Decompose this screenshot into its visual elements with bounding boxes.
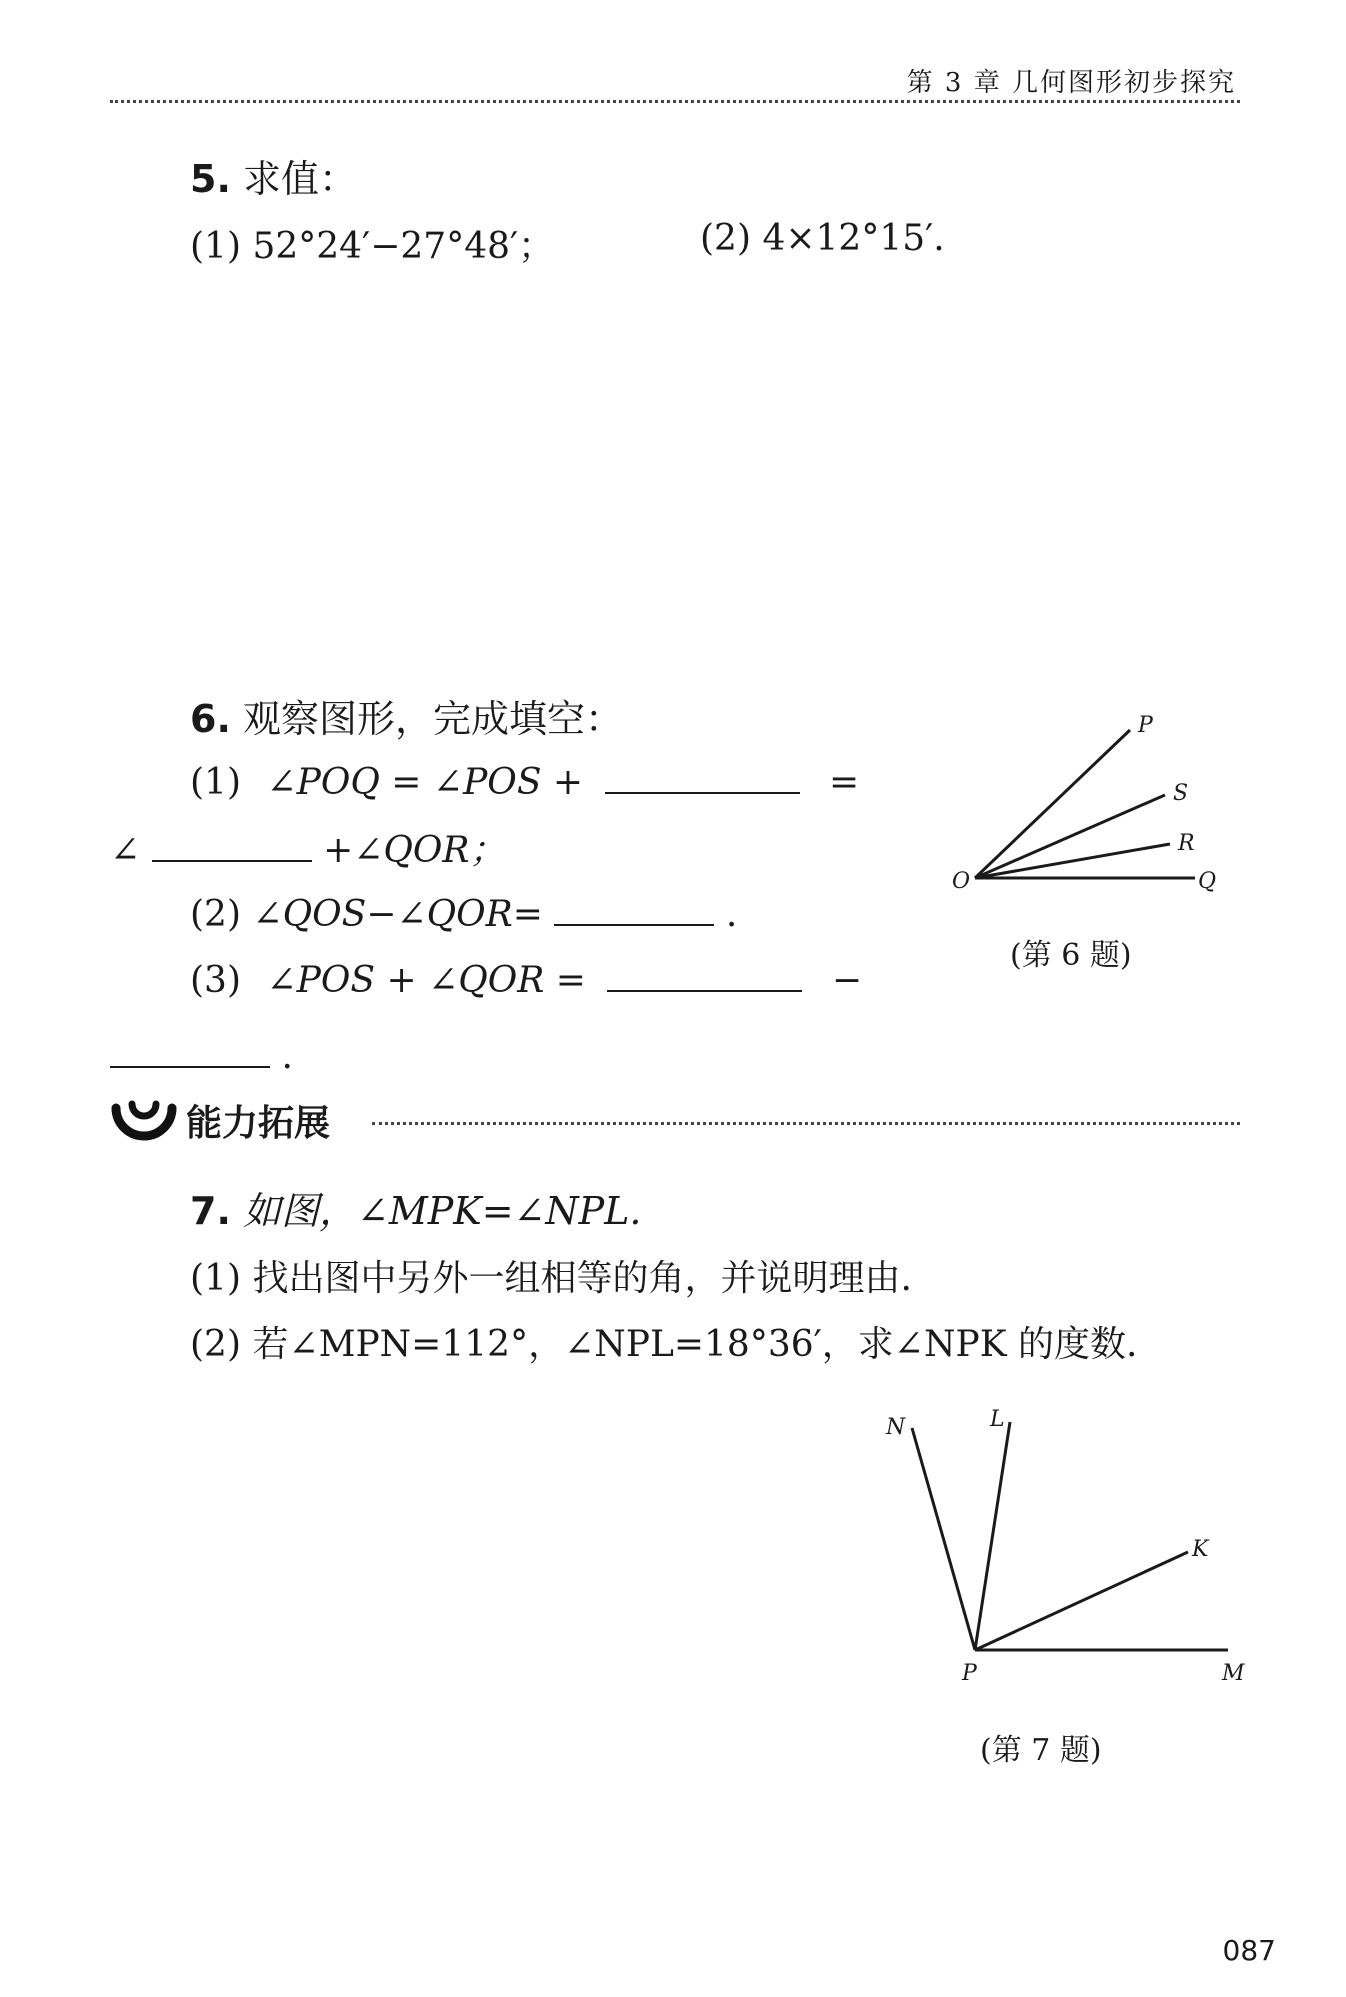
- angle-expression: ∠POQ = ∠POS +: [266, 762, 584, 803]
- question-7-caption: (第 7 题): [980, 1733, 1102, 1768]
- answer-blank[interactable]: [152, 824, 312, 862]
- question-number: 5.: [190, 157, 231, 201]
- header-divider: [110, 100, 1240, 103]
- equals-sign: =: [829, 762, 860, 803]
- angle-symbol: ∠: [110, 830, 141, 871]
- question-6-line-5: [110, 1030, 293, 1077]
- answer-blank[interactable]: [554, 888, 714, 926]
- question-6-line-1: [190, 756, 859, 803]
- question-number: 6.: [190, 697, 231, 741]
- question-5-part-1: (1) 52°24′−27°48′；: [190, 226, 555, 267]
- part-label: (1): [190, 762, 241, 803]
- part-label: (3): [190, 960, 241, 1001]
- section-header: [110, 1095, 330, 1146]
- chapter-header: 第 3 章 几何图形初步探究: [906, 68, 1236, 98]
- question-6-caption: (第 6 题): [1010, 938, 1132, 973]
- ray-ac: [912, 1428, 975, 1650]
- question-stem: 求值：: [242, 157, 357, 201]
- point-label-o: O: [952, 869, 971, 894]
- section-icon: [110, 1096, 178, 1146]
- question-6-line-3: [190, 888, 737, 935]
- period: .: [281, 1036, 293, 1077]
- question-6-line-4: [190, 954, 862, 1001]
- ray-ad: [975, 1552, 1188, 1650]
- minus-sign: −: [831, 960, 863, 1001]
- question-6-line-2: [110, 822, 506, 873]
- angle-expression: ∠POS + ∠QOR =: [266, 960, 586, 1001]
- answer-blank[interactable]: [605, 756, 800, 794]
- question-stem: 观察图形，完成填空：: [242, 697, 623, 741]
- answer-blank[interactable]: [607, 954, 802, 992]
- section-title: 能力拓展: [186, 1103, 331, 1144]
- question-6-figure: [930, 710, 1230, 910]
- question-5-part-2: (2) 4×12°15′.: [700, 218, 945, 259]
- question-7-title: [190, 1180, 642, 1235]
- point-label-b: M: [1222, 1661, 1245, 1686]
- part-label: (2): [190, 894, 241, 935]
- period: .: [725, 894, 738, 935]
- section-divider: [372, 1122, 1240, 1125]
- angle-expression: +∠QOR；: [323, 830, 506, 871]
- question-6-title: [190, 688, 623, 743]
- answer-blank[interactable]: [110, 1030, 270, 1068]
- question-7-figure: [870, 1400, 1260, 1690]
- angle-expression: ∠QOS−∠QOR=: [252, 894, 543, 935]
- point-label-a: P: [962, 1661, 977, 1686]
- question-stem: 如图，∠MPK=∠NPL.: [242, 1189, 642, 1233]
- ray-ae: [975, 1422, 1010, 1650]
- question-number: 7.: [190, 1189, 231, 1233]
- point-label-b: Q: [1198, 869, 1217, 894]
- point-label-d: K: [1192, 1537, 1209, 1562]
- question-5-title: [190, 148, 357, 203]
- page-number: 087: [1222, 1934, 1276, 1967]
- point-label-d: S: [1173, 781, 1189, 806]
- point-label-e: L: [990, 1407, 1005, 1432]
- point-label-a: P: [1138, 713, 1153, 738]
- point-label-c: N: [886, 1415, 906, 1440]
- question-7-part-1: (1) 找出图中另外一组相等的角，并说明理由.: [190, 1258, 912, 1299]
- ray-od: [975, 795, 1165, 878]
- point-label-c: R: [1178, 831, 1195, 856]
- question-7-part-2: (2) 若∠MPN=112°，∠NPL=18°36′，求∠NPK 的度数.: [190, 1324, 1138, 1365]
